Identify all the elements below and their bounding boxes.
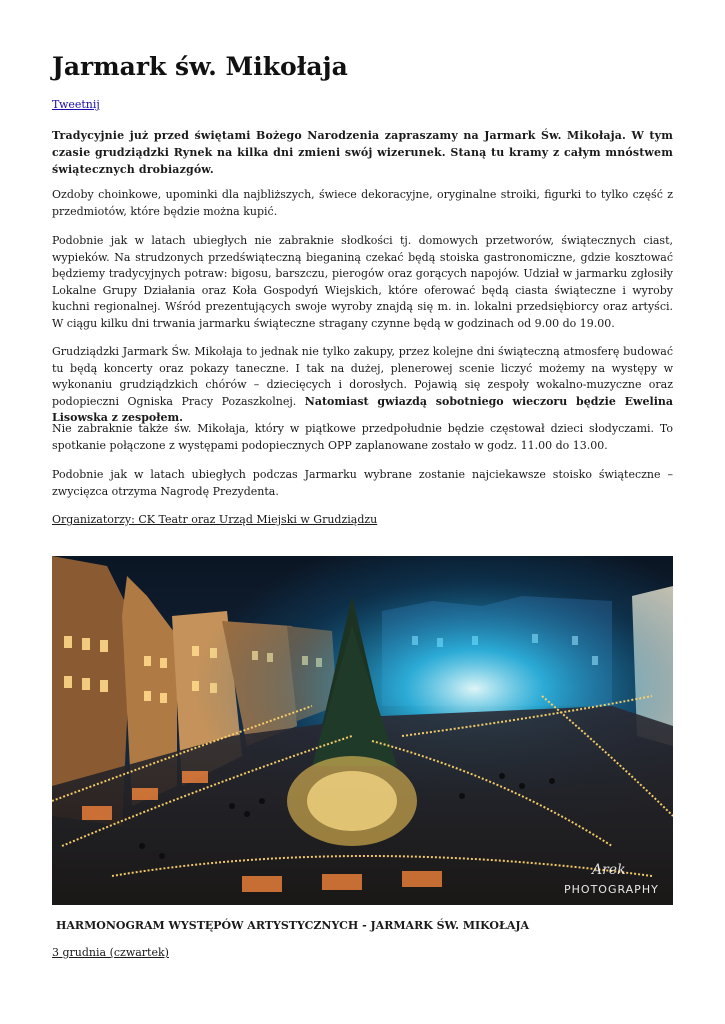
- paragraph-award: Podobnie jak w latach ubiegłych podczas Jarmarku wybrane zostanie najciekawsze stoisko świąteczne – zwycięzca otrzyma Nagrodę Prezydenta.: [52, 468, 673, 498]
- paragraph-concerts: [52, 344, 673, 427]
- paragraph-food: Podobnie jak w latach ubiegłych nie zabraknie słodkości tj. domowych przetworów, świątecznych ciast, wypieków. Na strudzonych przedświąteczną bieganiną czekać będą stoiska gastronomiczne, gdzie kosztować będziemy tradycyjnych potraw: bigosu, barszczu, pierogów oraz gorących napojów. Udział w jarmarku zgłosiły Lokalne Grupy Działania oraz Koła Gospodyń Wiejskich, które oferować będą ciasta świąteczne i wyroby kuchni regionalnej. Wśród prezentujących swoje wyroby znajdą się m. in. lokalni przedsiębiorcy oraz artyści. W ciągu kilku dni trwania jarmarku świąteczne stragany czynne będą w godzinach od 9.00 do 19.00.: [52, 234, 673, 330]
- article-title: Jarmark św. Mikołaja: [52, 52, 348, 81]
- headliner-text: Natomiast gwiazdą sobotniego wieczoru będzie Ewelina Lisowska z zespołem.: [52, 394, 674, 425]
- schedule-date: 3 grudnia (czwartek): [52, 946, 169, 959]
- market-photo-illustration: [52, 556, 673, 905]
- concerts-text: Grudziądzki Jarmark Św. Mikołaja to jednak nie tylko zakupy, przez kolejne dni świąteczną atmosferę budować tu będą koncerty oraz pokazy taneczne. I tak na dużej, plenerowej scenie liczyć możemy na występy w wykonaniu grudziądzkich chórów – dziecięcych i dorosłych. Pojawią się zespoły wokalno-muzyczne oraz podopieczni Ogniska Pracy Pozaszkolnej.: [52, 345, 673, 408]
- watermark-photography: PHOTOGRAPHY: [564, 883, 659, 896]
- organizers-line: Organizatorzy: CK Teatr oraz Urząd Miejski w Grudziądzu: [52, 513, 378, 526]
- paragraph-ornaments: Ozdoby choinkowe, upominki dla najbliższych, świece dekoracyjne, oryginalne stroiki, figurki to tylko część z przedmiotów, które będzie można kupić.: [52, 188, 673, 218]
- market-photo: [52, 556, 673, 905]
- paragraph-santa: Nie zabraknie także św. Mikołaja, który w piątkowe przedpołudnie będzie częstował dzieci słodyczami. To spotkanie połączone z występami podopiecznych OPP zaplanowane zostało w godz. 11.00 do 13.00.: [52, 422, 673, 452]
- schedule-title: HARMONOGRAM WYSTĘPÓW ARTYSTYCZNYCH - JARMARK ŚW. MIKOŁAJA: [56, 919, 530, 932]
- watermark-signature: Arek: [592, 862, 626, 878]
- tweet-link[interactable]: Tweetnij: [52, 98, 100, 111]
- lead-paragraph: Tradycyjnie już przed świętami Bożego Narodzenia zapraszamy na Jarmark Św. Mikołaja. W tym czasie grudziądzki Rynek na kilka dni zmieni swój wizerunek. Staną tu kramy z całym mnóstwem świątecznych drobiazgów.: [52, 129, 673, 176]
